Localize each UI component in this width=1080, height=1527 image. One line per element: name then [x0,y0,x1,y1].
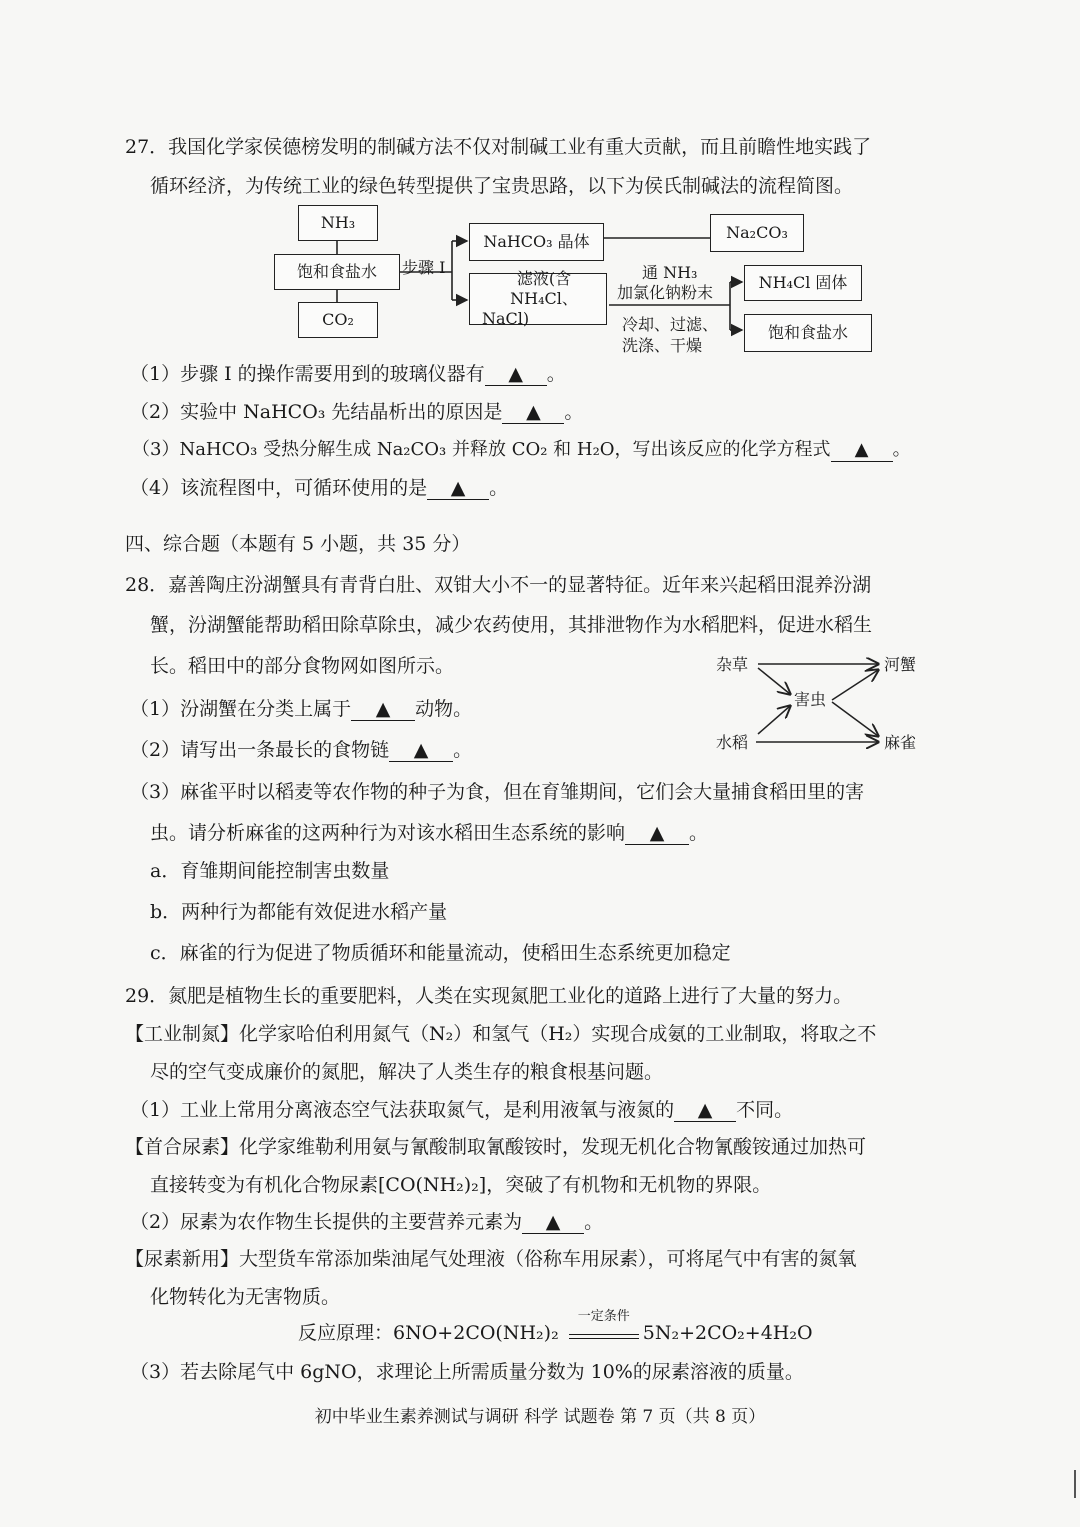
q28-sub2-text: （2）请写出一条最长的食物链 [130,739,390,761]
answer-blank[interactable]: ▲ [485,363,547,386]
answer-blank[interactable]: ▲ [427,477,489,500]
q27-sub2-text: （2）实验中 NaHCO₃ 先结晶析出的原因是 [130,401,503,423]
q29-p2-line1: 【首合尿素】化学家维勒利用氨与氰酸制取氰酸铵时，发现无机化合物氰酸铵通过加热可 [125,1136,867,1158]
reaction-condition: 一定条件 [577,1309,630,1324]
q29-sub1 [130,1097,793,1123]
q29-sub2-end: 。 [584,1211,604,1233]
q28-line2: 蟹，汾湖蟹能帮助稻田除草除虫，减少农药使用，其排泄物作为水稻肥料，促进水稻生 [150,614,873,636]
step1-label: 步骤 I [402,258,446,277]
answer-blank[interactable]: ▲ [389,739,453,762]
answer-blank[interactable]: ▲ [625,822,689,845]
web-weed: 杂草 [716,655,749,674]
q28-sub3-line2 [150,820,708,846]
q27-sub4-text: （4）该流程图中，可循环使用的是 [130,477,428,499]
q27-sub1-text: （1）步骤 I 的操作需要用到的玻璃仪器有 [130,363,485,385]
cond-bot-1: 冷却、过滤、 [622,315,719,334]
section4-heading: 四、综合题（本题有 5 小题，共 35 分） [125,533,471,555]
q29-sub2-text: （2）尿素为农作物生长提供的主要营养元素为 [130,1211,523,1233]
cond-top-1: 通 NH₃ [642,263,698,282]
q27-sub1-end: 。 [546,363,566,385]
web-sparrow: 麻雀 [884,733,917,752]
nahco3-box: NaHCO₃ 晶体 [469,223,604,261]
q27-sub3-text: （3）NaHCO₃ 受热分解生成 Na₂CO₃ 并释放 CO₂ 和 H₂O，写出该反应的化学方程式 [132,439,831,460]
q28-option-a: a．育雏期间能控制害虫数量 [150,860,390,882]
q28-sub1 [130,696,472,722]
web-pest: 害虫 [794,690,827,709]
q29-p3-line2: 化物转化为无害物质。 [150,1286,341,1308]
reaction-reactants: 6NO+2CO(NH₂)₂ [393,1322,559,1344]
q27-sub3-end: 。 [892,439,911,460]
answer-blank[interactable]: ▲ [831,439,893,462]
answer-blank[interactable]: ▲ [522,1211,584,1234]
brine-box: 饱和食盐水 [274,254,400,290]
q28-sub2 [130,737,472,763]
q28-line1: 28．嘉善陶庄汾湖蟹具有青背白肚、双钳大小不一的显著特征。近年来兴起稻田混养汾湖 [125,574,872,596]
reaction-label: 反应原理： [298,1322,394,1344]
q29-sub1-end: 不同。 [736,1099,794,1121]
web-crab: 河蟹 [884,655,917,674]
q28-sub3-text: 虫。请分析麻雀的这两种行为对该水稻田生态系统的影响 [150,822,626,844]
reaction-products: 5N₂+2CO₂+4H₂O [642,1322,813,1344]
web-rice: 水稻 [716,733,749,752]
nh3-box: NH₃ [298,205,378,241]
co2-box: CO₂ [298,302,378,338]
na2co3-box: Na₂CO₃ [710,214,804,252]
q29-line1: 29．氮肥是植物生长的重要肥料，人类在实现氮肥工业化的道路上进行了大量的努力。 [125,985,853,1007]
q29-p1-line1: 【工业制氮】化学家哈伯利用氮气（N₂）和氢气（H₂）实现合成氨的工业制取，将取之不 [125,1023,877,1045]
q28-sub3-end: 。 [689,822,709,844]
q27-line2: 循环经济，为传统工业的绿色转型提供了宝贵思路，以下为侯氏制碱法的流程简图。 [150,175,854,197]
q28-sub3-line1: （3）麻雀平时以稻麦等农作物的种子为食，但在育雏期间，它们会大量捕食稻田里的害 [130,781,865,803]
q27-line1: 27．我国化学家侯德榜发明的制碱方法不仅对制碱工业有重大贡献，而且前瞻性地实践了 [125,136,872,158]
q29-p3-line1: 【尿素新用】大型货车常添加柴油尾气处理液（俗称车用尿素），可将尾气中有害的氮氧 [125,1248,857,1270]
cond-top-2: 加氯化钠粉末 [617,283,714,302]
q29-sub2 [130,1209,603,1235]
filtrate-text-2: NaCl) [482,309,530,328]
answer-blank[interactable]: ▲ [502,401,564,424]
answer-blank[interactable]: ▲ [674,1099,736,1122]
q29-sub1-text: （1）工业上常用分离液态空气法获取氮气，是利用液氧与液氮的 [130,1099,675,1121]
nh4cl-box: NH₄Cl 固体 [744,265,862,301]
q27-sub4-end: 。 [489,477,509,499]
cond-bot-2: 洗涤、干燥 [622,336,703,355]
q28-option-b: b．两种行为都能有效促进水稻产量 [150,901,448,923]
edge-mark [1074,1470,1076,1498]
q28-sub2-end: 。 [453,739,473,761]
q29-p1-line2: 尽的空气变成廉价的氮肥，解决了人类生存的粮食根基问题。 [150,1061,664,1083]
q29-sub3: （3）若去除尾气中 6gNO，求理论上所需质量分数为 10%的尿素溶液的质量。 [130,1361,804,1383]
q28-sub1-end: 动物。 [415,698,473,720]
q28-option-c: c．麻雀的行为促进了物质循环和能量流动，使稻田生态系统更加稳定 [150,942,731,964]
reaction-condition-arrow [569,1309,639,1339]
filtrate-text-1: 滤液(含 NH₄Cl、 [510,269,578,308]
q28-sub1-text: （1）汾湖蟹在分类上属于 [130,698,352,720]
page-footer: 初中毕业生素养测试与调研 科学 试题卷 第 7 页（共 8 页） [314,1407,766,1427]
q27-sub2-end: 。 [564,401,584,423]
reaction-equation [298,1309,813,1346]
answer-blank[interactable]: ▲ [351,698,415,721]
q29-p2-line2: 直接转变为有机化合物尿素[CO(NH₂)₂]，突破了有机物和无机物的界限。 [150,1174,772,1196]
q28-line3: 长。稻田中的部分食物网如图所示。 [150,655,455,677]
brine2-box: 饱和食盐水 [744,314,872,352]
